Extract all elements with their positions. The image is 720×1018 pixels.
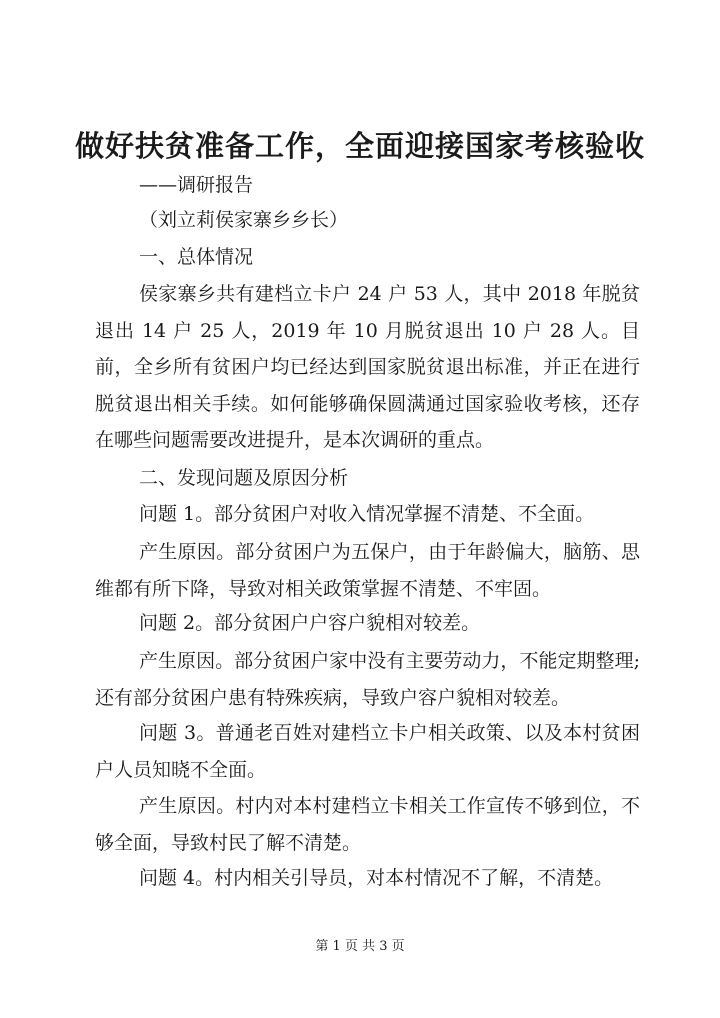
document-subtitle: ——调研报告 — [139, 174, 254, 196]
paragraph-overview: 侯家寨乡共有建档立卡户 24 户 53 人，其中 2018 年脱贫退出 14 户 25 人，2019 年 10 月脱贫退出 10 户 28 人。目前，全乡所有贫困户均已经达到国家脱贫退出标准，并正在进行脱贫退出相关手续。如何能够确保圆满通过国家验收考核，还存在哪些问题需要改进提升，是本次调研的重点。 — [95, 283, 640, 451]
paragraph-issue-3: 问题 3。普通老百姓对建档立卡户相关政策、以及本村贫困户人员知晓不全面。 — [95, 722, 640, 781]
paragraph-issue-4: 问题 4。村内相关引导员，对本村情况不了解，不清楚。 — [139, 867, 614, 889]
paragraph-cause-2: 产生原因。部分贫困户家中没有主要劳动力，不能定期整理;还有部分贫困户患有特殊疾病，导致户容户貌相对较差。 — [95, 650, 640, 709]
page-number-footer: 第 1 页 共 3 页 — [315, 939, 405, 954]
paragraph-cause-1: 产生原因。部分贫困户为五保户，由于年龄偏大，脑筋、思维都有所下降，导致对相关政策掌握不清楚、不牢固。 — [95, 541, 640, 600]
section-heading-issues: 二、发现问题及原因分析 — [139, 467, 349, 489]
paragraph-cause-3: 产生原因。村内对本村建档立卡相关工作宣传不够到位，不够全面，导致村民了解不清楚。 — [95, 795, 640, 854]
section-heading-overview: 一、总体情况 — [139, 246, 254, 268]
document-author: （刘立莉侯家寨乡乡长） — [139, 209, 349, 231]
paragraph-issue-2: 问题 2。部分贫困户户容户貌相对较差。 — [139, 612, 481, 634]
paragraph-issue-1: 问题 1。部分贫困户对收入情况掌握不清楚、不全面。 — [139, 503, 595, 525]
document-title: 做好扶贫准备工作，全面迎接国家考核验收 — [74, 129, 645, 163]
